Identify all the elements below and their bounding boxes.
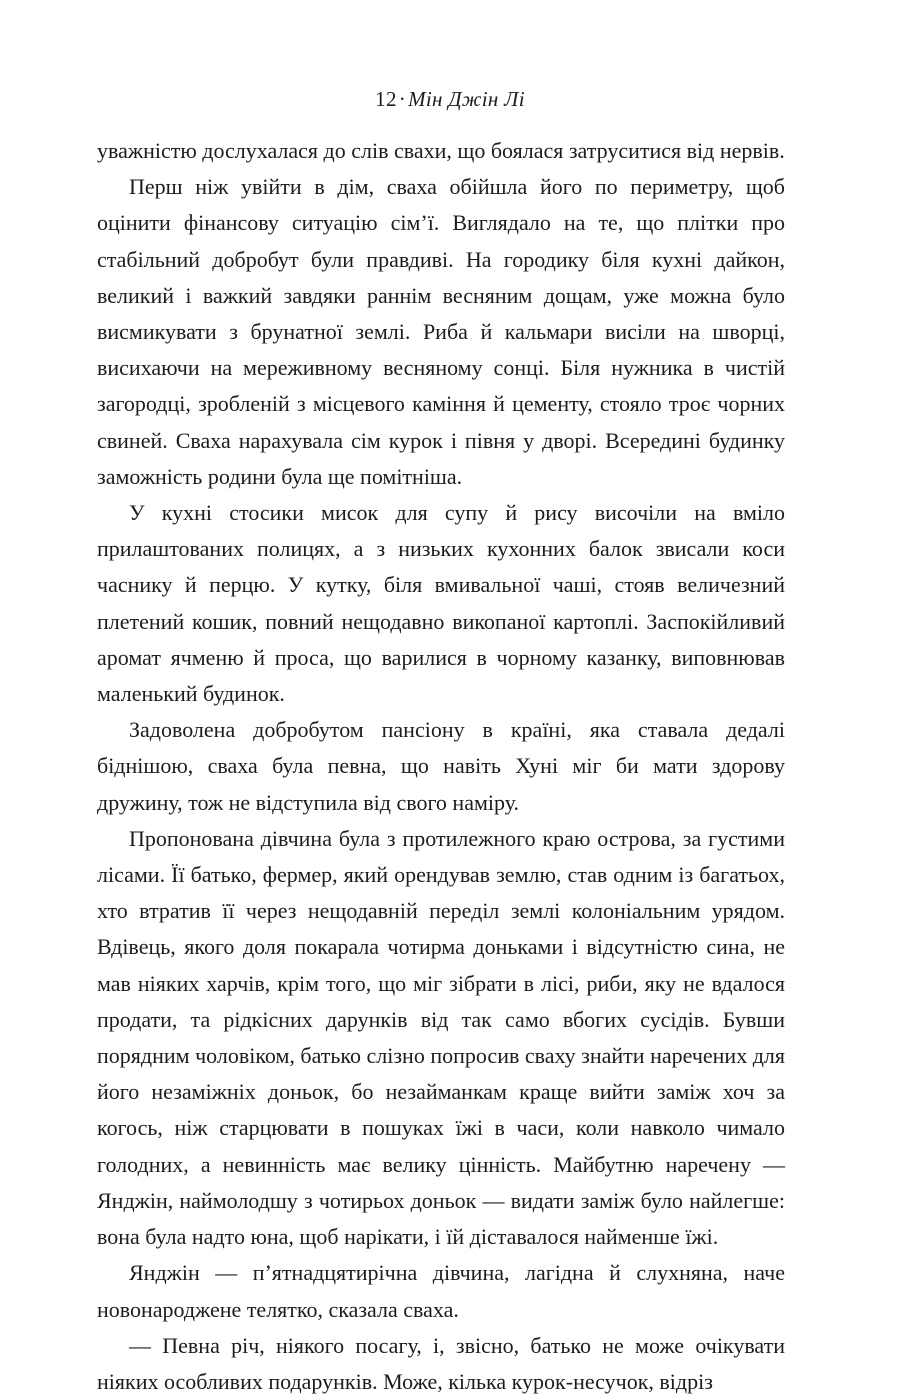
paragraph: У кухні стосики мисок для супу й рису височіли на вміло прилаштованих полицях, а з низьких кухонних балок звисали коси часнику й перцю. У кутку, біля вмивальної чаші, стояв величезний плетений кошик, повний нещодавно викопаної картоплі. Заспокійливий аромат ячменю й проса, що варилися в чорному казанку, виповнював маленький будинок. — [97, 500, 785, 707]
paragraph: — Певна річ, ніякого посагу, і, звісно, батько не може очікувати ніяких особливих подарунків. Може, кілька курок-несучок, відріз — [97, 1332, 785, 1394]
running-head — [0, 84, 900, 114]
paragraph: Янджін — п’ятнадцятирічна дівчина, лагідна й слухняна, наче новонароджене телятко, сказала сваха. — [97, 1260, 785, 1322]
paragraph: Пропонована дівчина була з протилежного краю острова, за густими лісами. Її батько, фермер, який орендував землю, став одним із багатьох, хто втратив її через нещодавній переділ землі колоніальним урядом. Вдівець, якого доля покарала чотирма доньками і відсутністю сина, не мав ніяких харчів, крім того, що міг зібрати в лісі, риби, яку не вдалося продати, та рідкісних дарунків від так само вбогих сусідів. Бувши порядним чоловіком, батько слізно попросив сваху знайти наречених для його незаміжніх доньок, бо незайманкам краще вийти заміж хоч за когось, ніж старцювати в пошуках їжі в часи, коли навколо чимало голодних, а невинність має велику цінність. Майбутню наречену — Янджін, наймолодшу з чотирьох доньок — видати заміж було найлегше: вона була надто юна, щоб нарікати, і їй діставалося найменше їжі. — [97, 825, 785, 1250]
paragraph: Перш ніж увійти в дім, сваха обійшла його по периметру, щоб оцінити фінансову ситуацію сім’ї. Виглядало на те, що плітки про стабільний добробут були правдиві. На городику біля кухні дайкон, великий і важкий завдяки раннім весняним дощам, уже можна було висмикувати з брунатної землі. Риба й кальмари висіли на шворці, висихаючи на мереживному весняному сонці. Біля нужника в чистій загородці, зробленій з місцевого каміння й цементу, стояло троє чорних свиней. Сваха нарахувала сім курок і півня у дворі. Всередині будинку заможність родини була ще помітніша. — [97, 174, 785, 489]
page-number: 12 — [375, 87, 397, 111]
paragraph-continued: уважністю дослухалася до слів свахи, що боялася затруситися від нервів. — [97, 138, 785, 163]
paragraph: Задоволена добробутом пансіону в країні, яка ставала дедалі біднішою, сваха була певна, що навіть Хуні міг би мати здорову дружину, тож не відступила від свого наміру. — [97, 717, 785, 815]
header-separator: · — [398, 87, 407, 111]
author-name: Мін Джін Лі — [408, 87, 525, 111]
body-text — [97, 133, 785, 1400]
